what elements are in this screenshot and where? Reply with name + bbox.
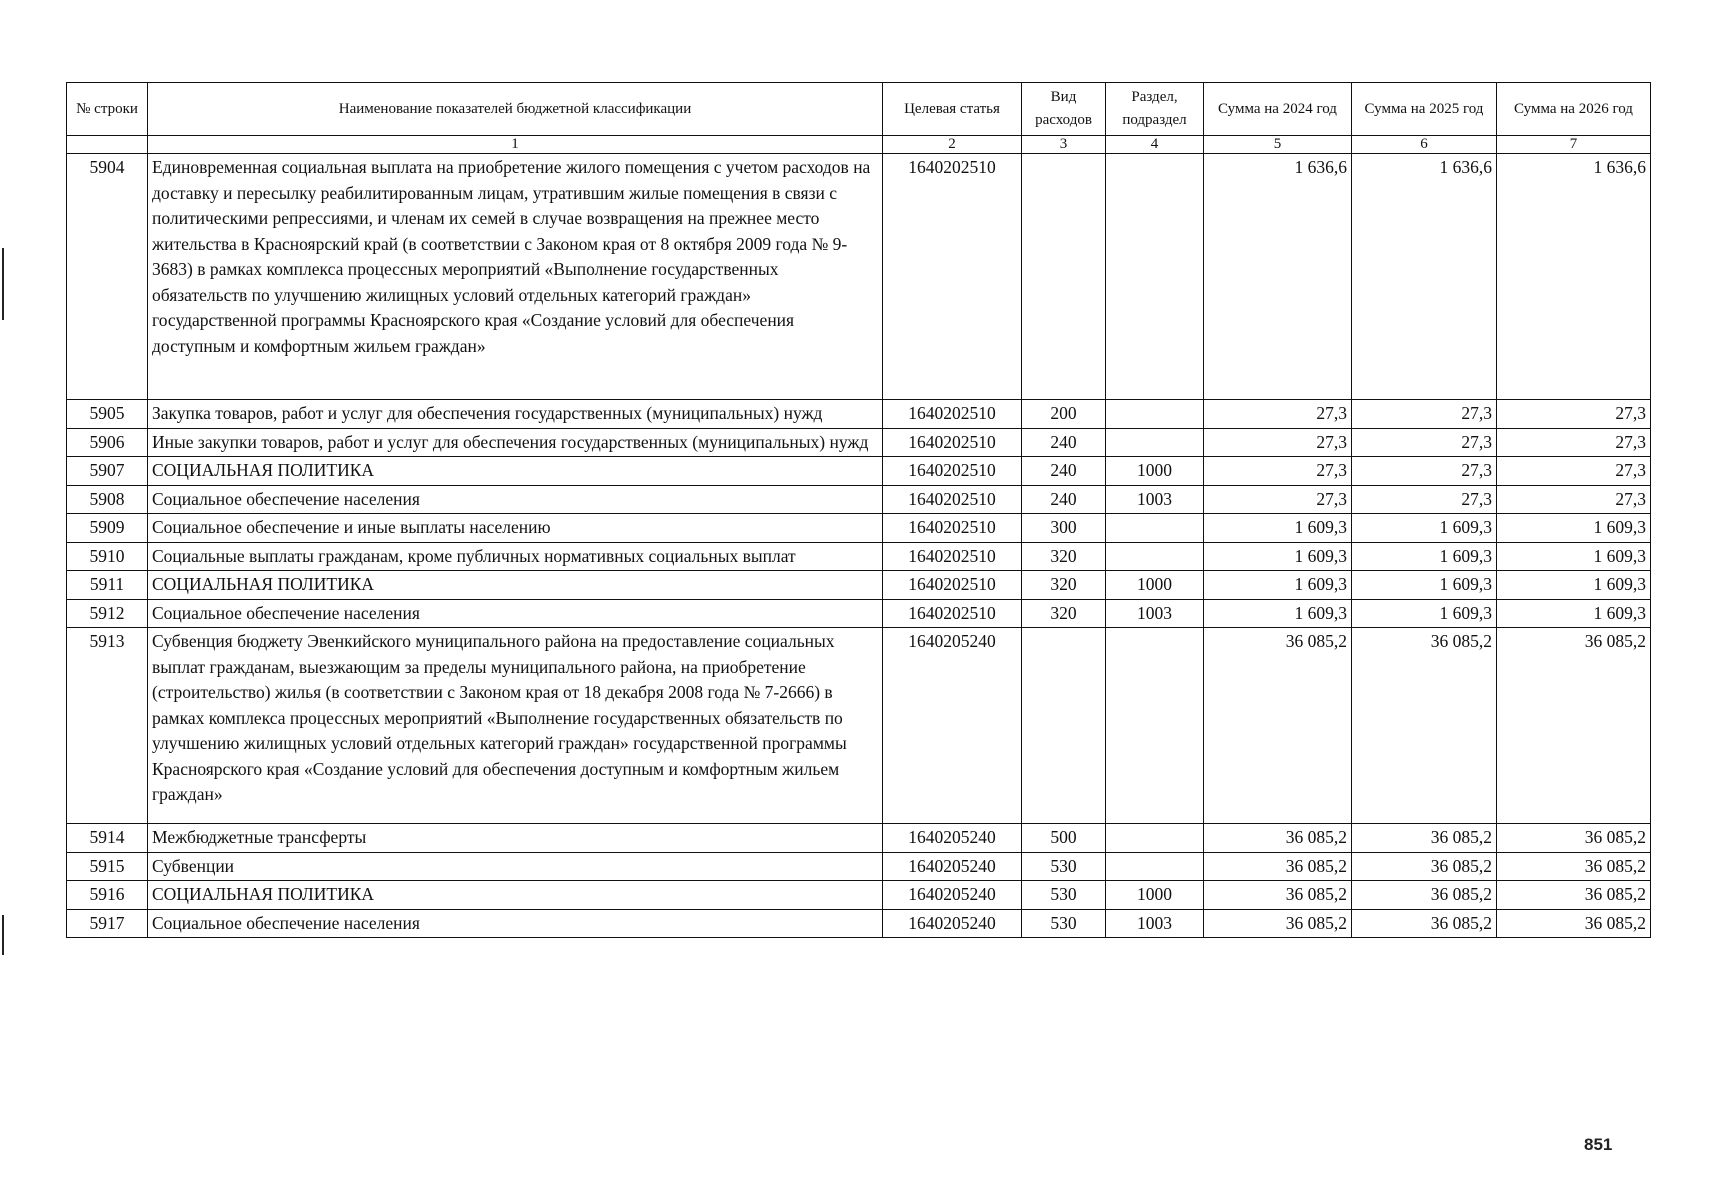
column-number: 2: [883, 136, 1022, 154]
table-row: [67, 599, 1651, 628]
row-target-code: 1640202510: [883, 485, 1022, 514]
table-body: [67, 154, 1651, 938]
row-sum-2024: 27,3: [1204, 485, 1352, 514]
row-sum-2024: 36 085,2: [1204, 824, 1352, 853]
row-sum-2025: 36 085,2: [1352, 881, 1497, 910]
row-sum-2026: 27,3: [1497, 457, 1651, 486]
row-target-code: 1640202510: [883, 599, 1022, 628]
row-number: 5915: [67, 852, 148, 881]
table-row: [67, 571, 1651, 600]
row-expense-type: 240: [1022, 485, 1106, 514]
row-sum-2024: 36 085,2: [1204, 881, 1352, 910]
row-name: Единовременная социальная выплата на приобретение жилого помещения с учетом расходов на доставку и пересылку реабилитированным лицам, утратившим жилые помещения в связи с политическими репрессиями, и членам их семей в случае возвращения на прежнее место жительства в Красноярский край (в соответствии с Законом края от 8 октября 2009 года № 9-3683) в рамках комплекса процессных мероприятий «Выполнение государственных обязательств по улучшению жилищных условий отдельных категорий граждан» государственной программы Красноярского края «Создание условий для обеспечения доступным и комфортным жильем граждан»: [148, 154, 883, 400]
row-number: 5917: [67, 909, 148, 938]
row-target-code: 1640202510: [883, 571, 1022, 600]
row-sum-2024: 1 609,3: [1204, 542, 1352, 571]
table-row: [67, 909, 1651, 938]
scan-edge-mark: [2, 915, 4, 955]
row-number: 5913: [67, 628, 148, 824]
row-number: 5914: [67, 824, 148, 853]
row-target-code: 1640202510: [883, 542, 1022, 571]
row-name: Субвенции: [148, 852, 883, 881]
row-expense-type: 240: [1022, 428, 1106, 457]
row-expense-type: [1022, 154, 1106, 400]
row-sum-2026: 1 636,6: [1497, 154, 1651, 400]
row-expense-type: 320: [1022, 599, 1106, 628]
row-target-code: 1640205240: [883, 909, 1022, 938]
row-section: 1003: [1106, 485, 1204, 514]
header-code: Целевая статья: [883, 83, 1022, 136]
header-sum-2024: Сумма на 2024 год: [1204, 83, 1352, 136]
row-number: 5905: [67, 400, 148, 429]
row-sum-2024: 1 609,3: [1204, 599, 1352, 628]
column-number: 7: [1497, 136, 1651, 154]
row-expense-type: 530: [1022, 909, 1106, 938]
row-section: [1106, 852, 1204, 881]
row-sum-2024: 36 085,2: [1204, 628, 1352, 824]
row-expense-type: [1022, 628, 1106, 824]
row-expense-type: 200: [1022, 400, 1106, 429]
row-sum-2024: 27,3: [1204, 457, 1352, 486]
table-row: [67, 628, 1651, 824]
row-section: [1106, 628, 1204, 824]
row-sum-2025: 1 609,3: [1352, 571, 1497, 600]
row-sum-2025: 27,3: [1352, 485, 1497, 514]
column-number: 1: [148, 136, 883, 154]
row-sum-2025: 36 085,2: [1352, 852, 1497, 881]
table-row: [67, 514, 1651, 543]
row-sum-2025: 36 085,2: [1352, 909, 1497, 938]
row-name: Социальные выплаты гражданам, кроме публичных нормативных социальных выплат: [148, 542, 883, 571]
row-name: СОЦИАЛЬНАЯ ПОЛИТИКА: [148, 457, 883, 486]
row-sum-2024: 27,3: [1204, 428, 1352, 457]
row-section: [1106, 514, 1204, 543]
column-number: 4: [1106, 136, 1204, 154]
table-row: [67, 485, 1651, 514]
row-name: Социальное обеспечение и иные выплаты населению: [148, 514, 883, 543]
table-row: [67, 824, 1651, 853]
row-number: 5908: [67, 485, 148, 514]
table-row: [67, 428, 1651, 457]
row-sum-2025: 27,3: [1352, 428, 1497, 457]
row-sum-2025: 27,3: [1352, 400, 1497, 429]
table-row: [67, 852, 1651, 881]
header-sum-2026: Сумма на 2026 год: [1497, 83, 1651, 136]
row-section: 1000: [1106, 571, 1204, 600]
row-sum-2026: 27,3: [1497, 400, 1651, 429]
row-sum-2025: 1 609,3: [1352, 542, 1497, 571]
row-name: Субвенция бюджету Эвенкийского муниципального района на предоставление социальных выплат гражданам, выезжающим за пределы муниципального района, на приобретение (строительство) жилья (в соответствии с Законом края от 18 декабря 2008 года № 7-2666) в рамках комплекса процессных мероприятий «Выполнение государственных обязательств по улучшению жилищных условий отдельных категорий граждан» государственной программы Красноярского края «Создание условий для обеспечения доступным и комфортным жильем граждан»: [148, 628, 883, 824]
row-name: СОЦИАЛЬНАЯ ПОЛИТИКА: [148, 881, 883, 910]
budget-table: [66, 82, 1651, 938]
row-expense-type: 530: [1022, 881, 1106, 910]
header-num: № строки: [67, 83, 148, 136]
row-sum-2024: 1 636,6: [1204, 154, 1352, 400]
header-section: Раздел, подраздел: [1106, 83, 1204, 136]
row-target-code: 1640202510: [883, 400, 1022, 429]
row-name: СОЦИАЛЬНАЯ ПОЛИТИКА: [148, 571, 883, 600]
row-sum-2026: 36 085,2: [1497, 852, 1651, 881]
scan-edge-mark: [2, 248, 4, 320]
row-sum-2026: 1 609,3: [1497, 542, 1651, 571]
column-number-row: [67, 136, 1651, 154]
row-target-code: 1640202510: [883, 154, 1022, 400]
row-expense-type: 500: [1022, 824, 1106, 853]
row-target-code: 1640205240: [883, 881, 1022, 910]
row-sum-2025: 36 085,2: [1352, 824, 1497, 853]
row-target-code: 1640202510: [883, 457, 1022, 486]
row-expense-type: 300: [1022, 514, 1106, 543]
row-section: [1106, 400, 1204, 429]
row-section: [1106, 542, 1204, 571]
row-target-code: 1640205240: [883, 852, 1022, 881]
row-number: 5912: [67, 599, 148, 628]
row-sum-2026: 36 085,2: [1497, 881, 1651, 910]
row-sum-2024: 36 085,2: [1204, 852, 1352, 881]
table-row: [67, 542, 1651, 571]
row-number: 5907: [67, 457, 148, 486]
row-sum-2025: 1 636,6: [1352, 154, 1497, 400]
row-number: 5906: [67, 428, 148, 457]
row-expense-type: 530: [1022, 852, 1106, 881]
row-target-code: 1640202510: [883, 428, 1022, 457]
row-sum-2026: 1 609,3: [1497, 599, 1651, 628]
table-row: [67, 154, 1651, 400]
row-sum-2026: 1 609,3: [1497, 571, 1651, 600]
table-header-row: [67, 83, 1651, 136]
row-target-code: 1640205240: [883, 824, 1022, 853]
row-expense-type: 320: [1022, 571, 1106, 600]
row-sum-2025: 1 609,3: [1352, 599, 1497, 628]
row-sum-2026: 36 085,2: [1497, 628, 1651, 824]
row-section: [1106, 824, 1204, 853]
row-number: 5910: [67, 542, 148, 571]
row-sum-2026: 36 085,2: [1497, 909, 1651, 938]
page-number: 851: [1584, 1135, 1613, 1154]
header-name: Наименование показателей бюджетной классификации: [148, 83, 883, 136]
row-name: Межбюджетные трансферты: [148, 824, 883, 853]
column-number: 5: [1204, 136, 1352, 154]
row-sum-2024: 27,3: [1204, 400, 1352, 429]
row-sum-2026: 1 609,3: [1497, 514, 1651, 543]
row-sum-2024: 1 609,3: [1204, 514, 1352, 543]
row-sum-2025: 27,3: [1352, 457, 1497, 486]
header-vid: Вид расходов: [1022, 83, 1106, 136]
row-number: 5909: [67, 514, 148, 543]
column-number: 6: [1352, 136, 1497, 154]
row-name: Закупка товаров, работ и услуг для обеспечения государственных (муниципальных) нужд: [148, 400, 883, 429]
column-number: 3: [1022, 136, 1106, 154]
row-name: Социальное обеспечение населения: [148, 909, 883, 938]
row-sum-2025: 36 085,2: [1352, 628, 1497, 824]
row-target-code: 1640205240: [883, 628, 1022, 824]
row-sum-2026: 27,3: [1497, 485, 1651, 514]
row-expense-type: 320: [1022, 542, 1106, 571]
row-name: Иные закупки товаров, работ и услуг для обеспечения государственных (муниципальных) нужд: [148, 428, 883, 457]
row-number: 5916: [67, 881, 148, 910]
table-row: [67, 400, 1651, 429]
table-row: [67, 881, 1651, 910]
column-number: [67, 136, 148, 154]
row-sum-2024: 36 085,2: [1204, 909, 1352, 938]
row-target-code: 1640202510: [883, 514, 1022, 543]
row-section: [1106, 428, 1204, 457]
row-section: 1003: [1106, 909, 1204, 938]
row-sum-2026: 27,3: [1497, 428, 1651, 457]
row-name: Социальное обеспечение населения: [148, 599, 883, 628]
row-number: 5911: [67, 571, 148, 600]
row-section: [1106, 154, 1204, 400]
row-name: Социальное обеспечение населения: [148, 485, 883, 514]
header-sum-2025: Сумма на 2025 год: [1352, 83, 1497, 136]
row-sum-2024: 1 609,3: [1204, 571, 1352, 600]
row-sum-2025: 1 609,3: [1352, 514, 1497, 543]
row-section: 1000: [1106, 881, 1204, 910]
row-section: 1003: [1106, 599, 1204, 628]
row-sum-2026: 36 085,2: [1497, 824, 1651, 853]
row-number: 5904: [67, 154, 148, 400]
table-row: [67, 457, 1651, 486]
row-section: 1000: [1106, 457, 1204, 486]
row-expense-type: 240: [1022, 457, 1106, 486]
